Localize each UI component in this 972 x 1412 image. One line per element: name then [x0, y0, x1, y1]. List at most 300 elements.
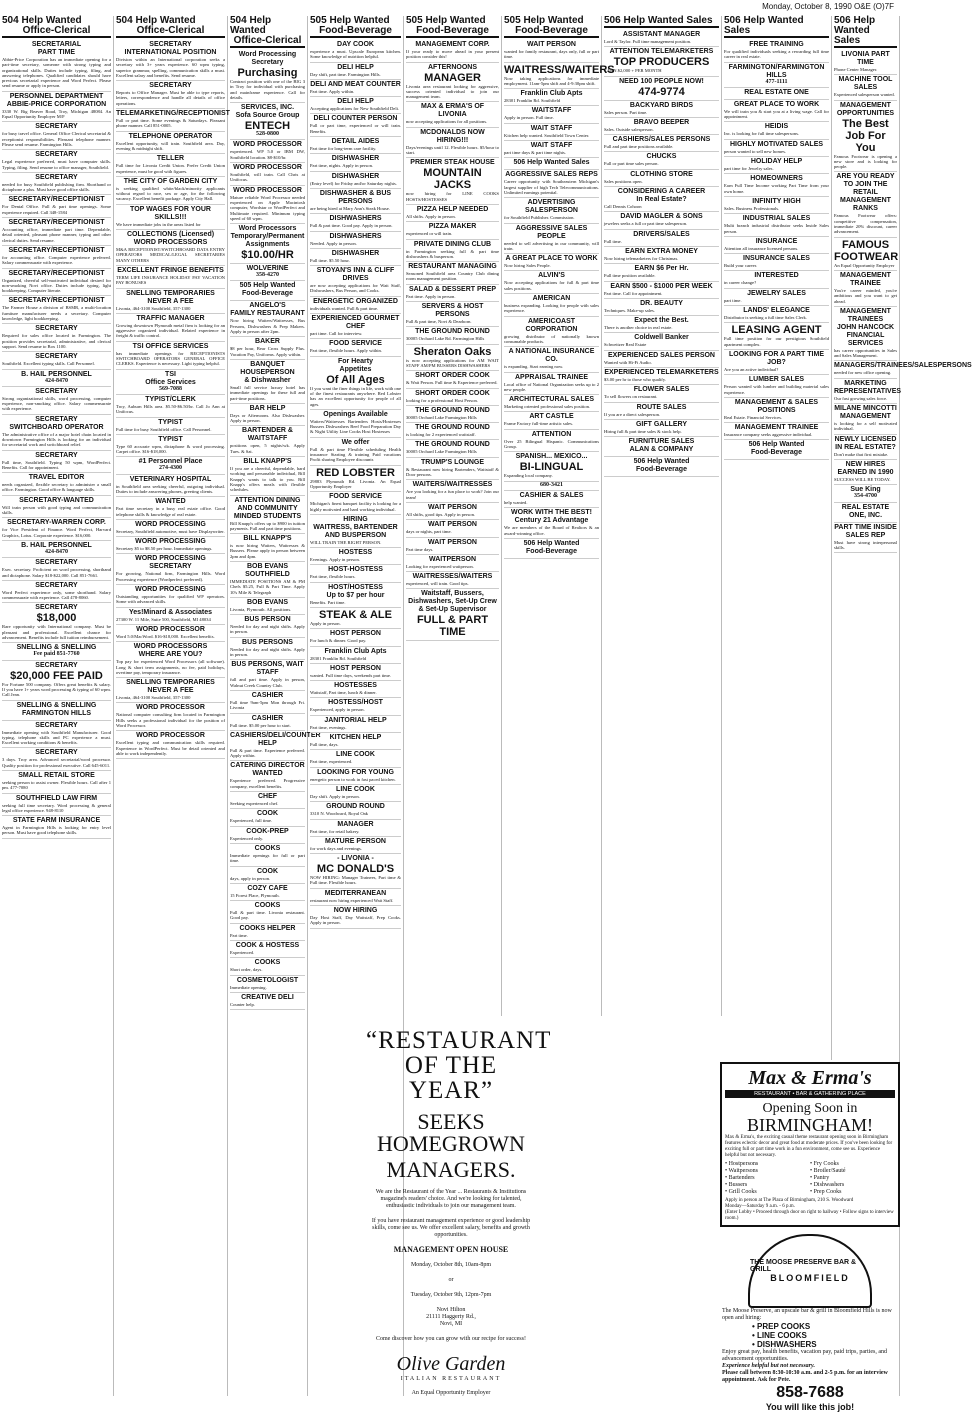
ad-body: Real Estate. Financial Services.: [724, 414, 783, 420]
classified-ad: [310, 733, 401, 750]
ad-body: Growing downtown Plymouth metal firm is looking for an aggressive organized individual. Related experience in freight & traffic control.: [116, 322, 225, 339]
ad-body: Immediate openings for full or part time.: [230, 852, 305, 864]
ad-body: full and part time. Apply in person, Walnut Creek Country Club.: [230, 677, 305, 688]
ad-subtitle: FARMINGTON HILLS: [21, 709, 92, 717]
ad-highlight: $18,000: [36, 612, 77, 625]
classified-ad: [116, 418, 225, 435]
classified-ad: [116, 608, 225, 625]
ad-subtitle: Food-Beverage: [751, 449, 802, 457]
classified-ad: [230, 186, 305, 224]
ad-body: You're career minded, you're ambitious and you want to get ahead.: [834, 287, 897, 304]
ad-body: If you are a direct salesperson.: [604, 411, 661, 417]
ad-body: National computer consulting firm located in Farmington Hills seeks a professional individual for the position of Word Processor.: [116, 712, 225, 729]
classified-ad: [116, 678, 225, 703]
section-title: 506 Help Wanted Sales: [604, 15, 713, 26]
ad-body: Build your career.: [724, 263, 758, 269]
ad-title: MANAGERS/TRAINEES/SALESPERSONS: [834, 362, 972, 370]
ad-title: WORD PROCESSORS: [133, 643, 208, 651]
ad-body: Now taking applications for immediate employment. 11am-5pm shift and 4-9:30pm shift.: [504, 75, 599, 86]
classified-ad: [724, 271, 829, 288]
classified-ad: [230, 714, 305, 731]
ad-body: is seeking qualified white/black/minority applicants without regard to race, sex or age, for the following vacancy. Excellent benefit package. Apply City Hall.: [116, 185, 225, 202]
ad-title: BOB EVANS SOUTHFIELD: [245, 562, 290, 578]
ad-title: MANAGEMENT CORP.: [415, 41, 490, 48]
classified-ad: [504, 170, 599, 198]
ad-title: MEDITERRANEAN: [324, 889, 387, 897]
ad-title: NEW HIRES EARNED IN 1990: [837, 460, 894, 476]
ad-title: COOK: [257, 810, 278, 818]
ad-title: MANAGEMENT & SALES: [734, 398, 819, 406]
ad-body: seeking full time secretary. Word processing & general legal office experience. 948-8110: [2, 802, 111, 813]
classified-ad: [604, 135, 719, 152]
ad-body: Mature reliable Word Processor needed experienced on Apple Macintosh computer, Wordstar or WordPerfect and Multimate required. Minimum typing speed of 60 wpm.: [230, 194, 305, 221]
classified-ad: [724, 197, 829, 214]
ad-title: ASSISTANT MANAGER: [622, 31, 701, 38]
classified-ad: [2, 415, 111, 451]
ad-body: Full or part time sales person.: [604, 161, 659, 167]
ad-body: Day shift. Apply in person.: [310, 793, 360, 799]
classified-ad: [406, 63, 499, 103]
ad-highlight: RED LOBSTER: [316, 466, 395, 479]
classified-ad: [2, 473, 111, 496]
max-ermas-positions: [725, 1161, 895, 1196]
ad-body: Full time for busy Southfield office. Call Personnel.: [116, 426, 212, 432]
page-header: Monday, October 8, 1990 O&E (O)7F: [762, 2, 894, 11]
classified-ad: [310, 172, 401, 189]
ad-body: (Entry level) for Friday and/or Saturday nights.: [310, 180, 397, 186]
ad-body: Over 25 Bilingual Hispanic. Communications Group.: [504, 438, 599, 450]
ad-body: If your ready to move ahead in your present position consider this!: [406, 49, 499, 60]
classified-ad: [2, 496, 111, 519]
classified-ad: [116, 289, 225, 314]
classified-ad: [2, 352, 111, 369]
ad-title: WAIT PERSON: [427, 503, 477, 511]
ad-body: Seasoned Southfield area Country Club dining room management position.: [406, 271, 499, 282]
ad-body: Full time position available.: [604, 273, 656, 279]
ad-title: WANTED: [155, 498, 186, 506]
list-item: • Prep Cooks: [810, 1189, 842, 1195]
ad-title: AGGRESSIVE SALES PEOPLE: [515, 224, 588, 240]
ad-title: WOLVERINE: [246, 265, 289, 273]
classified-ad: [504, 254, 599, 271]
ad-title: BILL KNAPP'S: [243, 458, 292, 466]
ad-title: SECRETARY: [35, 325, 78, 333]
ad-body: Part time, flexible hours. Apply within.: [310, 348, 382, 354]
ad-body: Apply in person. Full time.: [504, 115, 554, 121]
ad-title: GROUND ROUND: [326, 803, 385, 811]
ad-body: Will train person with good typing and communication skills.: [2, 504, 111, 516]
ad-body: Needed for day and night shifts. Apply in person.: [230, 624, 305, 635]
ad-body: business expanding. Looking for people with sales experience.: [504, 303, 599, 314]
classified-ad: [406, 128, 499, 159]
classified-ad: [724, 289, 829, 306]
classified-ad: [406, 389, 499, 406]
classified-ad: [230, 731, 321, 762]
ad-body: jewelers seeks a full or part time salesperson.: [604, 221, 688, 227]
classified-ad: [310, 681, 401, 698]
ad-body: part time. Call for interview.: [310, 331, 363, 337]
ad-title: SECRETARY: [35, 749, 78, 757]
max-ermas-tagline: RESTAURANT • BAR & GATHERING PLACE: [725, 1090, 895, 1098]
ad-title: FARMINGTON/FARMINGTON HILLS: [728, 63, 825, 79]
classified-ad: [406, 240, 499, 263]
ad-subtitle: Up to $7 per hour: [326, 591, 385, 599]
ad-highlight: WAITRESS/WAITERS: [504, 63, 615, 76]
classified-ad: [310, 410, 401, 438]
classified-ad: [2, 701, 111, 721]
ad-body: Full & part time Flexible scheduling Health insurance Starting & training Paid vacations Profit sharing Employee discounts: [310, 446, 401, 463]
ad-body: is expanding. Start earning now.: [504, 364, 564, 370]
classified-ad: [116, 395, 225, 418]
olive-or: or: [448, 1277, 454, 1283]
ad-body: is now hiring Waiters, Waitresses & Bussers. Please apply in person between 2pm and 4pm.: [230, 543, 305, 559]
ad-body: Contract position with one of the BIG 3 in Troy for individual with purchasing and mainframe experience. Call for details.: [230, 79, 305, 100]
ad-title: CHEF: [257, 793, 278, 801]
olive-body-3: Come discover how you can grow with our recipe for success!: [376, 1336, 526, 1342]
classified-ad: [116, 132, 225, 155]
ad-title: TYPIST: [158, 418, 183, 426]
ad-title: SHORT ORDER COOK: [415, 372, 490, 380]
ad-title: DISHWASHER: [331, 172, 380, 180]
ad-title: LUMBER SALES: [748, 376, 805, 384]
classified-ad: [2, 816, 111, 839]
olive-date-1: Monday, October 8th, 10am-8pm: [410, 1262, 492, 1268]
ad-title: CASHIER: [251, 714, 284, 722]
classified-ad: [604, 47, 719, 76]
classified-ad: [406, 285, 499, 302]
ad-body: now hiring for LINE COOKS HOSTS/HOSTESSES: [406, 191, 499, 202]
ad-body: now accepting applications for all positions.: [406, 119, 488, 125]
ad-title: MANAGEMENT TRAINEE: [840, 271, 891, 287]
classified-ad: [724, 40, 829, 63]
ad-title: HOST-HOSTESS: [328, 566, 383, 574]
ad-title: DISHWASHER: [331, 155, 380, 163]
ad-title: SECRETARY/RECEPTIONIST: [8, 269, 105, 277]
classified-ad: [834, 101, 897, 173]
ad-title: JANITORIAL HELP: [324, 716, 387, 724]
ad-title: MARKETING REPRESENTATIVES: [834, 379, 902, 395]
ad-title: HOSTESS: [338, 549, 373, 557]
classified-ad: [504, 271, 599, 294]
ad-body: 3310 N. Woodward, Royal Oak: [310, 811, 368, 817]
ad-title: PIZZA HELP NEEDED: [416, 205, 489, 213]
ad-body: Counter help.: [230, 1001, 256, 1007]
ad-title: BAKER: [255, 338, 280, 346]
classified-ad: [604, 437, 719, 457]
classified-ad: [406, 480, 499, 503]
ad-title: GIFT GALLERY: [635, 420, 688, 428]
classified-ad: [2, 643, 111, 660]
ad-body: Full time, days.: [310, 742, 339, 748]
classified-ad: [2, 603, 111, 643]
ad-title: FURNITURE SALES: [628, 438, 695, 446]
ad-body: For qualified individuals seeking a rewarding full time career in real estate.: [724, 49, 829, 60]
classified-ad: [504, 317, 599, 348]
ad-title: We offer: [341, 438, 370, 446]
ad-title: COZY CAFE: [247, 884, 288, 892]
classified-column: [0, 16, 114, 1396]
ad-body: Reports to Office Manager. Must be able to type reports, letters, correspondence and handle all details of office operations.: [116, 90, 225, 106]
ad-title: COOKS: [254, 959, 281, 967]
ad-subtitle: Food-Beverage: [526, 547, 577, 555]
moose-body-3: Experience helpful but not necessary.: [722, 1363, 815, 1369]
ad-title: EARN EXTRA MONEY: [625, 247, 698, 255]
ad-title: DR. BEAUTY: [640, 299, 683, 307]
classified-ad: [116, 266, 225, 289]
classified-ad: [230, 534, 305, 562]
classified-ad: [724, 375, 829, 398]
ad-title: WAITERS/WAITRESSES: [412, 481, 493, 489]
ad-body: Division within an International corporation seeks a secretary with 3+ years experience. 60 wpm typing, superior grammar, spelling, communication skills a must. Excellent salary and benefits. Send resume.: [116, 57, 225, 78]
classified-ad: [2, 324, 111, 352]
classified-ad: [724, 254, 829, 271]
ad-title: SECRETARY: [35, 451, 78, 459]
ad-title: SECRETARY: [35, 604, 78, 612]
ad-body: 15 Forest Place, Plymouth.: [230, 892, 280, 898]
classified-ad: [604, 403, 719, 420]
ad-title: NEED 100 PEOPLE NOW!: [619, 77, 704, 85]
section-title: 505 Help Wanted: [406, 15, 486, 26]
ad-subtitle: Appetites: [339, 365, 372, 373]
ad-body: are being hired at Mary Ann's Steak House.: [310, 205, 390, 211]
ad-body: Day Host Staff, Day Waitstaff, Prep Cooks. Apply in person.: [310, 915, 401, 926]
ad-body: Southfield, will train. Call Chris at Unifocus.: [230, 172, 305, 183]
ad-title: WORD PROCESSOR: [136, 732, 205, 740]
classified-ad: [834, 435, 897, 460]
ad-body: 30005 Orchard Lake Farmington Hills: [406, 449, 477, 455]
olive-garden-logo: Olive Garden: [396, 1353, 506, 1375]
ad-title: Openings Available: [323, 410, 388, 418]
classified-ad: [2, 218, 111, 246]
ad-title: WORD PROCESSING: [135, 586, 206, 594]
ad-subtitle: Office Services: [145, 378, 196, 386]
ad-body: needed for busy Southfield publishing firm. Shorthand or dictaphone a plus. Must have good office skills.: [2, 181, 111, 193]
ad-body: Kitchen help wanted. Southfield Town Center.: [504, 132, 590, 138]
classified-ad: [310, 785, 401, 802]
classified-ad: [724, 100, 829, 123]
classified-ad: [230, 598, 305, 615]
classified-ad: [310, 214, 401, 231]
ad-body: Bill Knapp's offers up to $900 in tuition payments. Full and part time positions.: [230, 520, 305, 531]
ad-subtitle: NEVER A FEE: [147, 297, 194, 305]
classified-ad: [406, 555, 499, 572]
moose-preserve-logo: [748, 1234, 872, 1308]
section-heading: [406, 16, 499, 38]
ad-body: Now hiring Waiters/Waitresses, Bus Persons, Dishwashers & Prep Makers. Apply in person after 2pm.: [230, 318, 305, 335]
classified-ad: [310, 40, 401, 63]
ad-phone: 569-7088: [159, 385, 182, 392]
classified-ad: [604, 212, 719, 229]
ad-body: Days or Afternoons. Also Dishwasher. Apply in person.: [230, 412, 305, 424]
classified-ad: [406, 538, 499, 555]
classified-ad: [834, 172, 897, 237]
classified-ad: [724, 398, 829, 423]
ad-subtitle: Temporary/Permanent Assignments: [230, 233, 305, 249]
section-subtitle: Office-Clerical: [233, 35, 302, 46]
ad-title: CASHIER & SALES: [519, 491, 584, 499]
ad-title: SECRETARY: [149, 41, 192, 48]
max-ermas-body-2: Apply in person at The Plaza of Birmingham, 210 S. Woodward: [725, 1198, 854, 1203]
ad-body: Expanding local company.: [504, 473, 553, 479]
classified-ad: [116, 370, 225, 395]
list-item: • Dishwashers: [810, 1182, 845, 1188]
ad-title: INTERESTED: [754, 272, 799, 280]
ad-title: WORD PROCESSOR: [233, 164, 302, 172]
olive-subheadline: SEEKS HOMEGROWN: [377, 1109, 525, 1156]
classified-ad: [604, 170, 719, 187]
ad-body: 28301 Franklin Rd. Southfield: [310, 655, 367, 661]
ad-title: TOP WAGES FOR YOUR SKILLS!!!: [130, 205, 211, 221]
ad-body: growing distributor of nationally known consumable products.: [504, 333, 599, 344]
classified-ad: [604, 282, 719, 299]
ad-body: NOW HIRING: Manager Trainees, Part time & Full time. Flexible hours.: [310, 875, 401, 886]
ad-subtitle: IN REAL ESTATE?: [835, 443, 896, 451]
ad-body: For Dental Office. Full & part time openings. Some experience required. Call 348-1584: [2, 204, 111, 215]
classified-ad: [230, 958, 305, 975]
section-heading: [230, 16, 305, 48]
ad-body: An Equal Opportunity Employer: [834, 262, 895, 268]
ad-phone: 274-4300: [159, 465, 182, 472]
ad-title: B. HAIL PERSONNEL: [21, 541, 92, 549]
ad-title: NEWLY LICENSED: [834, 435, 897, 443]
olive-garden-logo-sub: ITALIAN RESTAURANT: [400, 1376, 502, 1382]
list-item: • Bussers: [725, 1182, 748, 1188]
ad-title: COOKS HELPER: [239, 924, 296, 932]
ad-title: CATERING DIRECTOR WANTED: [230, 762, 305, 778]
olive-location-2: 21111 Haggerty Rd.,: [426, 1314, 476, 1320]
ad-body: Short order, days.: [230, 967, 263, 973]
ad-title: LINE COOK: [336, 751, 375, 759]
ad-title: THE CITY OF GARDEN CITY: [123, 177, 218, 185]
classified-column: [502, 15, 615, 1016]
classified-ad: [230, 496, 305, 535]
ad-body: IMMEDIATE POSITIONS AM & PM Chefs $5.25, Full & Part Time. Apply 10's Mile & Telegraph: [230, 578, 305, 595]
ad-title: MANAGEMENT: [840, 101, 891, 109]
classified-ad: [2, 92, 111, 123]
classified-ad: [724, 122, 829, 139]
ad-body: needs organized, flexible secretary to administer a small office. Farmington. Good office & language skills.: [2, 482, 111, 493]
ad-body: Needed. Apply in person.: [310, 240, 357, 246]
ad-title: AFTERNOONS: [428, 63, 477, 71]
ad-title: MACHINE TOOL SALES: [838, 76, 893, 92]
classified-ad: [406, 327, 499, 344]
ad-body: seeking person to assist owner. Flexible hours. Call after 1 pm. 477-7080: [2, 780, 111, 791]
ad-title: MATURE PERSON: [325, 837, 386, 845]
ad-body: Livonia, Plymouth. All positions.: [230, 606, 292, 612]
ad-body: Full time. $5.50 hour.: [310, 257, 350, 263]
ad-title: INFINITY HIGH: [752, 197, 801, 205]
ad-title: DETAIL AIDES: [331, 138, 380, 146]
ad-title: AMERICAN: [532, 295, 571, 303]
ad-body: Our fast growing sales force.: [834, 395, 888, 401]
section-heading: [2, 16, 111, 38]
ad-body: Agent in Farmington Hills is looking for entry level person. Must have good telephone skills.: [2, 825, 111, 836]
ad-body: Experienced, full time.: [230, 818, 273, 824]
ad-subtitle: PREMIER STEAK HOUSE: [410, 159, 495, 167]
ad-title: LINE COOK: [336, 785, 375, 793]
classified-ad: [230, 827, 305, 844]
classified-ad: [2, 173, 111, 196]
classified-ad: [116, 177, 225, 205]
ad-body: Full time position for our prestigious Southfield apartment complex.: [724, 336, 829, 347]
ad-title: STATE FARM INSURANCE: [12, 817, 101, 825]
ad-title: Word Processors: [238, 225, 297, 233]
ad-title: LANDS' ELEGANCE: [743, 307, 810, 315]
ad-title: SECRETARY/RECEPTIONIST: [8, 246, 105, 254]
ad-title: HOSTESSES: [334, 682, 377, 690]
ad-title: A NATIONAL INSURANCE CO.: [508, 348, 595, 364]
ad-title: GREAT PLACE TO WORK: [733, 100, 820, 108]
ad-highlight: MC DONALD'S: [316, 863, 395, 876]
ad-body: Secretary, Southfield automotive, must have Displaywriter.: [116, 528, 225, 534]
ad-body: 30005 Orchard Lake Rd. Farmington Hills: [406, 336, 485, 342]
classified-ad: [406, 158, 499, 205]
olive-eoe: An Equal Opportunity Employer: [411, 1390, 491, 1396]
classified-ad: [310, 802, 401, 819]
ad-body: Full & part time. Good pay. Apply in person.: [310, 223, 393, 229]
ad-subtitle: WHERE ARE YOU?: [138, 651, 203, 659]
classified-ad: [2, 541, 111, 558]
classified-ad: [504, 482, 599, 491]
classified-ad: [116, 520, 225, 537]
ad-title: CASHIERS/SALES PERSONS: [612, 136, 711, 144]
classified-ad: [230, 50, 305, 103]
ad-subtitle: WAITRESS, BARTENDER AND BUSPERSON: [313, 523, 398, 539]
ad-title: SECRETARY: [35, 123, 78, 131]
ad-body: has immediate openings for RECEPTIONISTS SWITCHBOARD OPERATORS GENERAL OFFICE CLERKS. Experience is necessary. Light typing helpful.: [116, 350, 225, 367]
ad-body: experienced, will train. Good tips.: [406, 581, 469, 587]
classified-ad: [230, 901, 305, 924]
classified-ad: [406, 205, 499, 222]
ad-subtitle: Food-Beverage: [242, 290, 293, 298]
ad-title: SALAD & DESSERT PREP: [408, 285, 497, 293]
ad-highlight: BI-LINGUAL: [519, 461, 584, 474]
classified-ad: [230, 884, 305, 901]
ad-title: WAIT STAFF: [530, 124, 573, 132]
ad-body: Part time. Apply in person.: [406, 293, 456, 299]
ad-title: DRIVERS/SALES: [633, 230, 690, 238]
ad-subtitle: & Dishwasher: [244, 376, 291, 384]
section-heading: [116, 16, 225, 38]
ad-title: SNELLING TEMPORARIES: [126, 679, 215, 687]
section-heading: [310, 16, 401, 38]
olive-subheadline-2: MANAGERS.: [386, 1157, 516, 1182]
ad-phone: Fee paid 851-7760: [33, 651, 80, 658]
ad-title: AGGRESSIVE SALES REPS: [505, 171, 598, 179]
ad-body: Marketing oriented professional sales position.: [504, 404, 591, 410]
classified-ad: [230, 404, 305, 427]
ad-body: Famous Footwear offers: competitive compensation, immediate 20% discount, career advancement.: [834, 213, 897, 235]
ad-title: THE GROUND ROUND: [415, 441, 490, 449]
classified-ad: [310, 438, 401, 466]
classified-ad: [604, 316, 719, 333]
ad-title: 506 Help Wanted: [523, 539, 580, 547]
ad-title: BAR HELP: [249, 404, 286, 412]
ad-title: HIGHLY MOTIVATED SALES: [729, 140, 824, 148]
ad-body: Sales. Business Professionals.: [724, 205, 780, 211]
classified-ad: [724, 237, 829, 254]
ad-highlight: MOUNTAIN JACKS: [423, 167, 482, 192]
ad-highlight: $20,000 FEE PAID: [10, 669, 103, 682]
ad-title: TSI OFFICE SERVICES: [132, 342, 209, 350]
max-ermas-opening: Opening Soon in: [762, 1101, 858, 1116]
classified-ad: [724, 323, 829, 350]
ad-body: restaurant now hiring experienced Wait Staff.: [310, 897, 394, 903]
classified-ad: [230, 993, 305, 1010]
ad-body: looking for a professional Host Person.: [406, 397, 478, 403]
ad-body: for busy travel office. General Office Clerical secretarial & receptionist responsibilities. Pleasant telephone manner. Please send resume. Farmington Hills.: [2, 131, 111, 147]
classified-ad: [310, 515, 401, 548]
